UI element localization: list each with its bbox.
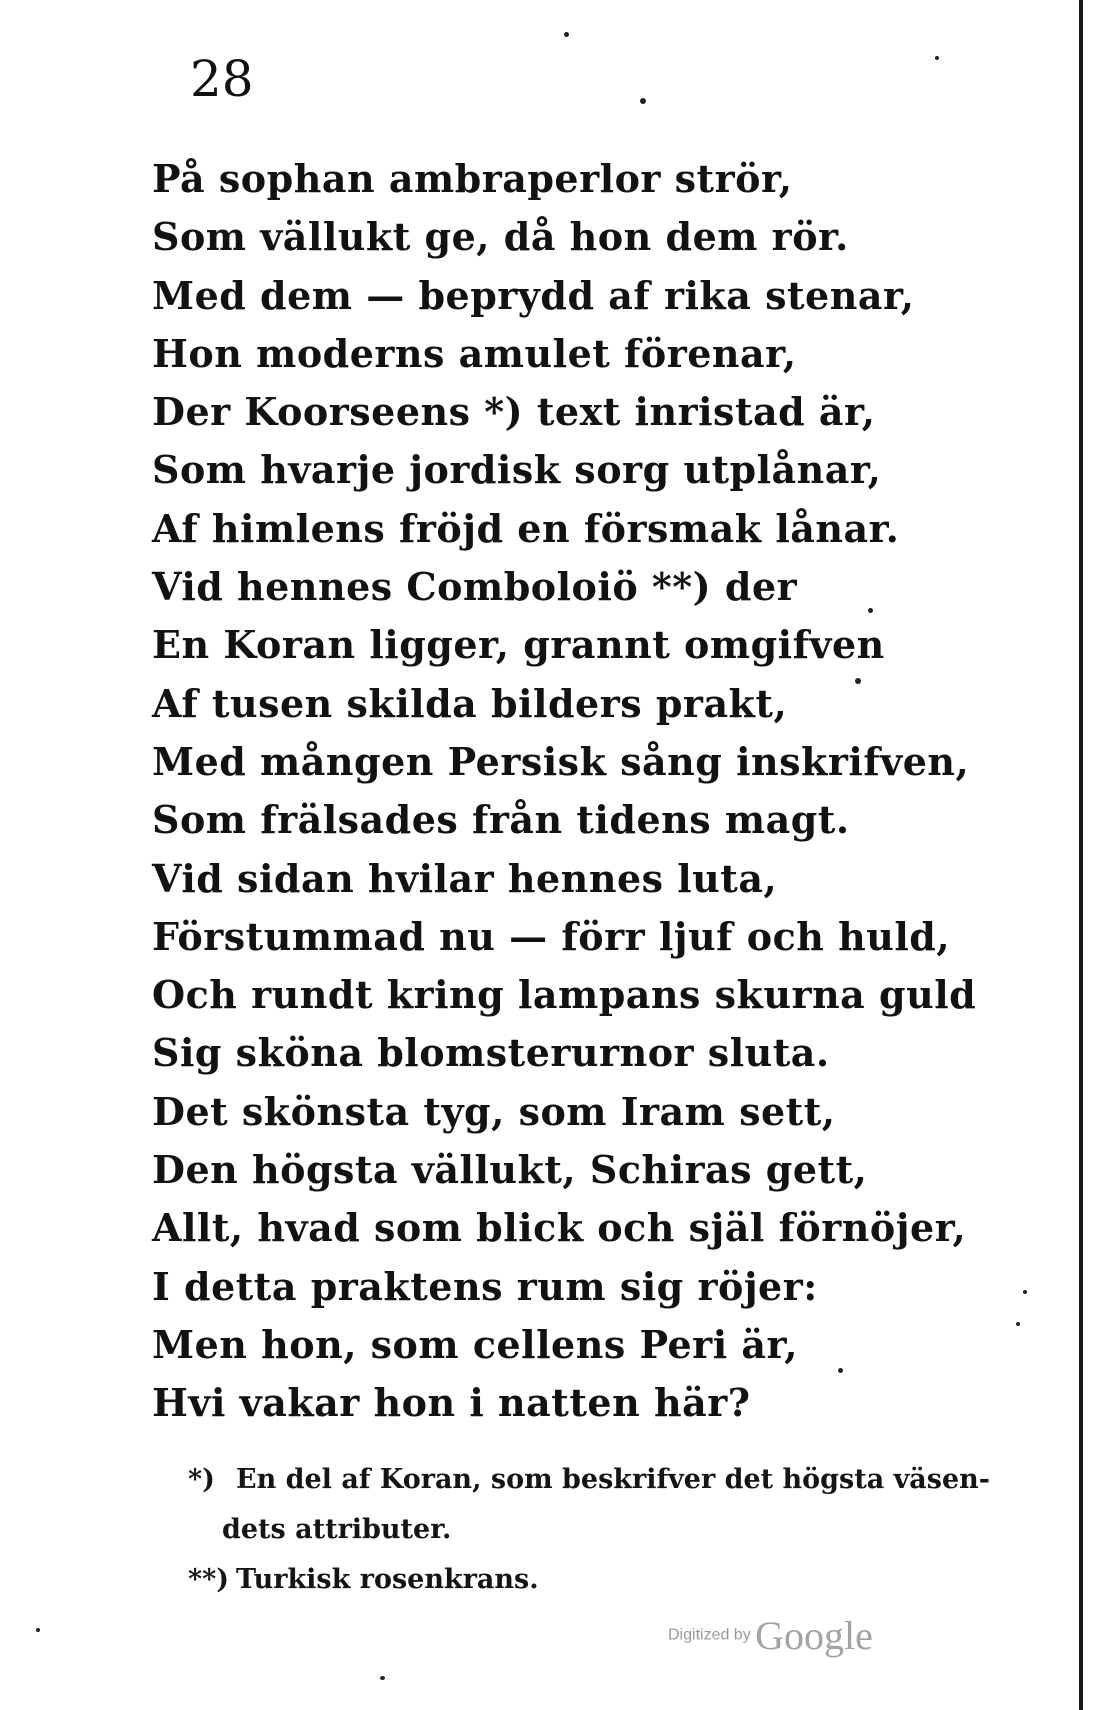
- poem-line: Allt, hvad som blick och själ förnöjer,: [152, 1205, 967, 1251]
- poem-line: Som vällukt ge, då hon dem rör.: [152, 214, 849, 260]
- scan-speck: [1023, 1290, 1027, 1294]
- poem-line: Hvi vakar hon i natten här?: [152, 1380, 751, 1426]
- watermark-brand: Google: [755, 1613, 873, 1658]
- poem-line: Som frälsades från tidens magt.: [152, 797, 850, 843]
- footnote-2: [188, 1555, 1058, 1605]
- poem-line: Af tusen skilda bilders prakt,: [152, 680, 788, 726]
- scan-speck: [935, 56, 939, 60]
- scan-speck: [1016, 1322, 1020, 1326]
- poem-line: Den högsta vällukt, Schiras gett,: [152, 1147, 868, 1193]
- footnote-1: [188, 1455, 1058, 1505]
- poem-line: Hon moderns amulet förenar,: [152, 330, 797, 376]
- scan-speck: [36, 1628, 40, 1632]
- footnote-marker: **): [188, 1564, 230, 1595]
- poem-line: Af himlens fröjd en försmak lånar.: [152, 505, 900, 551]
- scan-speck: [640, 98, 646, 104]
- scan-speck: [868, 608, 873, 613]
- scan-speck: [855, 678, 861, 684]
- poem-line: Med dem — beprydd af rika stenar,: [152, 272, 915, 318]
- footnote-text: En del af Koran, som beskrifver det högsta väsen-: [236, 1464, 991, 1495]
- watermark-prefix: Digitized by: [668, 1626, 751, 1644]
- footnotes: [188, 1455, 1058, 1605]
- poem-line: Förstummad nu — förr ljuf och huld,: [152, 913, 951, 959]
- footnote-text: dets attributer.: [222, 1514, 452, 1545]
- digitization-watermark: [668, 1612, 873, 1659]
- scan-speck: [564, 32, 569, 37]
- poem-line: Der Koorseens *) text inristad är,: [152, 389, 876, 435]
- poem-line: Vid sidan hvilar hennes luta,: [152, 855, 778, 901]
- poem-line: Som hvarje jordisk sorg utplånar,: [152, 447, 882, 493]
- scan-speck: [838, 1368, 843, 1373]
- footnote-marker: *): [188, 1464, 215, 1495]
- poem-line: Med mången Persisk sång inskrifven,: [152, 738, 970, 784]
- footnote-1-continuation: [188, 1505, 1058, 1555]
- page-edge-line: [1079, 0, 1083, 1710]
- footnote-text: Turkisk rosenkrans.: [236, 1564, 539, 1595]
- poem-line: Vid hennes Comboloiö **) der: [152, 564, 798, 610]
- scan-speck: [380, 1676, 385, 1680]
- poem-line: Och rundt kring lampans skurna guld: [152, 972, 977, 1018]
- poem-line: I detta praktens rum sig röjer:: [152, 1263, 818, 1309]
- poem-line: Sig sköna blomsterurnor sluta.: [152, 1030, 830, 1076]
- poem-line: Men hon, som cellens Peri är,: [152, 1321, 798, 1367]
- poem-line: På sophan ambraperlor strör,: [152, 156, 793, 201]
- poem-line: En Koran ligger, grannt omgifven: [152, 622, 885, 668]
- poem-text: [152, 150, 1052, 1433]
- poem-line: Det skönsta tyg, som Iram sett,: [152, 1088, 836, 1134]
- page-number: 28: [190, 50, 254, 108]
